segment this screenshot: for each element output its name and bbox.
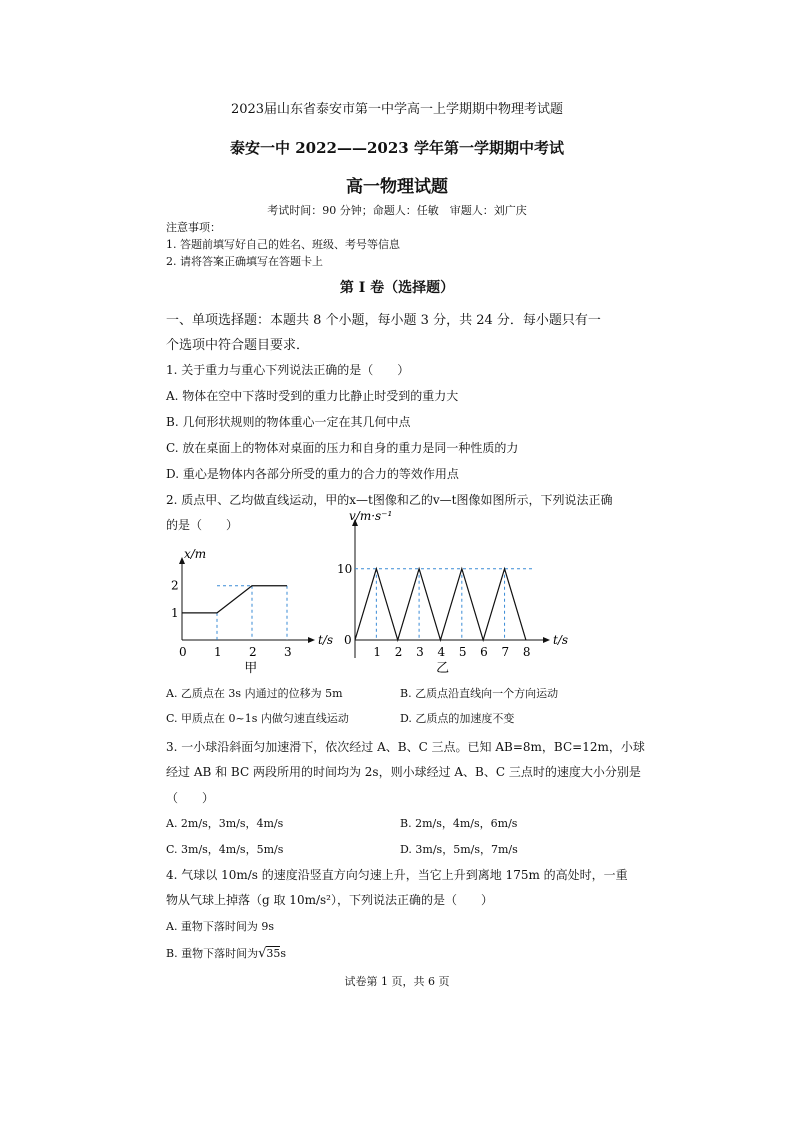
x-tick-label: 5 bbox=[458, 645, 467, 659]
q4-option-a: A. 重物下落时间为 9s bbox=[166, 920, 275, 933]
subject-title: 高一物理试题 bbox=[346, 177, 448, 197]
x-tick-label: 1 bbox=[373, 645, 382, 659]
chart-title: 甲 bbox=[244, 661, 258, 676]
q4-option-b-prefix: B. 重物下落时间为 bbox=[166, 947, 259, 960]
q4-option-b-suffix: s bbox=[280, 947, 287, 960]
x-tick-label: 3 bbox=[416, 645, 424, 659]
x-tick-label: 2 bbox=[394, 645, 403, 659]
x-tick-label: 2 bbox=[249, 645, 257, 659]
q1-option-a: A. 物体在空中下落时受到的重力比静止时受到的重力大 bbox=[166, 389, 459, 403]
y-axis-label: x/m bbox=[184, 547, 207, 561]
x-tick-label: 4 bbox=[437, 645, 446, 659]
q3-line3: （ ） bbox=[166, 791, 215, 805]
notes-heading: 注意事项： bbox=[166, 221, 221, 234]
section-title: 第 I 卷（选择题） bbox=[339, 280, 455, 296]
q3-option-d: D. 3m/s，5m/s，7m/s bbox=[400, 843, 518, 856]
part-instructions-line1: 一、单项选择题：本题共 8 个小题，每小题 3 分，共 24 分．每小题只有一 bbox=[166, 313, 601, 328]
y-tick-label: 10 bbox=[337, 561, 353, 576]
y-tick-label: 1 bbox=[171, 605, 179, 620]
exam-title: 泰安一中 2022——2023 学年第一学期期中考试 bbox=[230, 139, 564, 157]
q1-option-d: D. 重心是物体内各部分所受的重力的合力的等效作用点 bbox=[166, 467, 459, 481]
q4-option-b-radicand: 35 bbox=[266, 947, 281, 960]
q2-stem-line1: 2. 质点甲、乙均做直线运动，甲的x—t图像和乙的v—t图像如图所示，下列说法正确 bbox=[166, 493, 613, 507]
q2-option-a: A. 乙质点在 3s 内通过的位移为 5m bbox=[166, 687, 343, 700]
part-instructions-line2: 个选项中符合题目要求． bbox=[166, 338, 310, 353]
exam-info: 考试时间：90 分钟；命题人：任敏 审题人：刘广庆 bbox=[267, 204, 527, 217]
x-tick-label: 3 bbox=[284, 645, 292, 659]
chart-title: 乙 bbox=[436, 661, 450, 676]
q1-option-b: B. 几何形状规则的物体重心一定在其几何中点 bbox=[166, 415, 411, 429]
document-title: 2023届山东省泰安市第一中学高一上学期期中物理考试题 bbox=[230, 102, 564, 117]
q3-option-b: B. 2m/s，4m/s，6m/s bbox=[400, 817, 518, 830]
q3-option-c: C. 3m/s，4m/s，5m/s bbox=[166, 843, 284, 856]
data-series-line bbox=[355, 569, 526, 640]
data-series-line bbox=[182, 586, 287, 613]
q4-option-b bbox=[166, 945, 286, 961]
x-tick-label: 0 bbox=[179, 645, 187, 659]
x-tick-label: 1 bbox=[214, 645, 222, 659]
q1-stem: 1. 关于重力与重心下列说法正确的是（ ） bbox=[166, 363, 410, 377]
q2-option-d: D. 乙质点的加速度不变 bbox=[400, 712, 515, 725]
q4-line2: 物从气球上掉落（g 取 10m/s²），下列说法正确的是（ ） bbox=[166, 893, 493, 907]
note-item: 2. 请将答案正确填写在答题卡上 bbox=[166, 255, 323, 268]
q3-line2: 经过 AB 和 BC 两段所用的时间均为 2s，则小球经过 A、B、C 三点时的速度大小分别是 bbox=[166, 765, 641, 779]
sqrt-symbol: √ bbox=[258, 946, 267, 961]
x-tick-label: 6 bbox=[480, 645, 488, 659]
q2-stem-line2: 的是（ ） bbox=[166, 518, 239, 532]
x-tick-label: 7 bbox=[501, 645, 510, 659]
q2-option-c: C. 甲质点在 0~1s 内做匀速直线运动 bbox=[166, 712, 349, 725]
y-axis-label: v/m·s⁻¹ bbox=[349, 509, 393, 523]
page-footer: 试卷第 1 页，共 6 页 bbox=[344, 975, 450, 988]
note-item: 1. 答题前填写好自己的姓名、班级、考号等信息 bbox=[166, 238, 400, 251]
q1-option-c: C. 放在桌面上的物体对桌面的压力和自身的重力是同一种性质的力 bbox=[166, 441, 519, 455]
q3-option-a: A. 2m/s，3m/s，4m/s bbox=[166, 817, 284, 830]
x-axis-label: t/s bbox=[553, 633, 569, 647]
x-axis-label: t/s bbox=[318, 633, 334, 647]
q4-line1: 4. 气球以 10m/s 的速度沿竖直方向匀速上升，当它上升到离地 175m 的高处时，一重 bbox=[166, 868, 628, 882]
y-tick-label: 2 bbox=[171, 578, 179, 593]
x-tick-label: 8 bbox=[522, 645, 531, 659]
y-tick-label: 0 bbox=[344, 633, 352, 647]
q3-line1: 3. 一小球沿斜面匀加速滑下，依次经过 A、B、C 三点。已知 AB=8m，BC=12m，小球 bbox=[166, 740, 645, 754]
q2-option-b: B. 乙质点沿直线向一个方向运动 bbox=[400, 687, 559, 700]
